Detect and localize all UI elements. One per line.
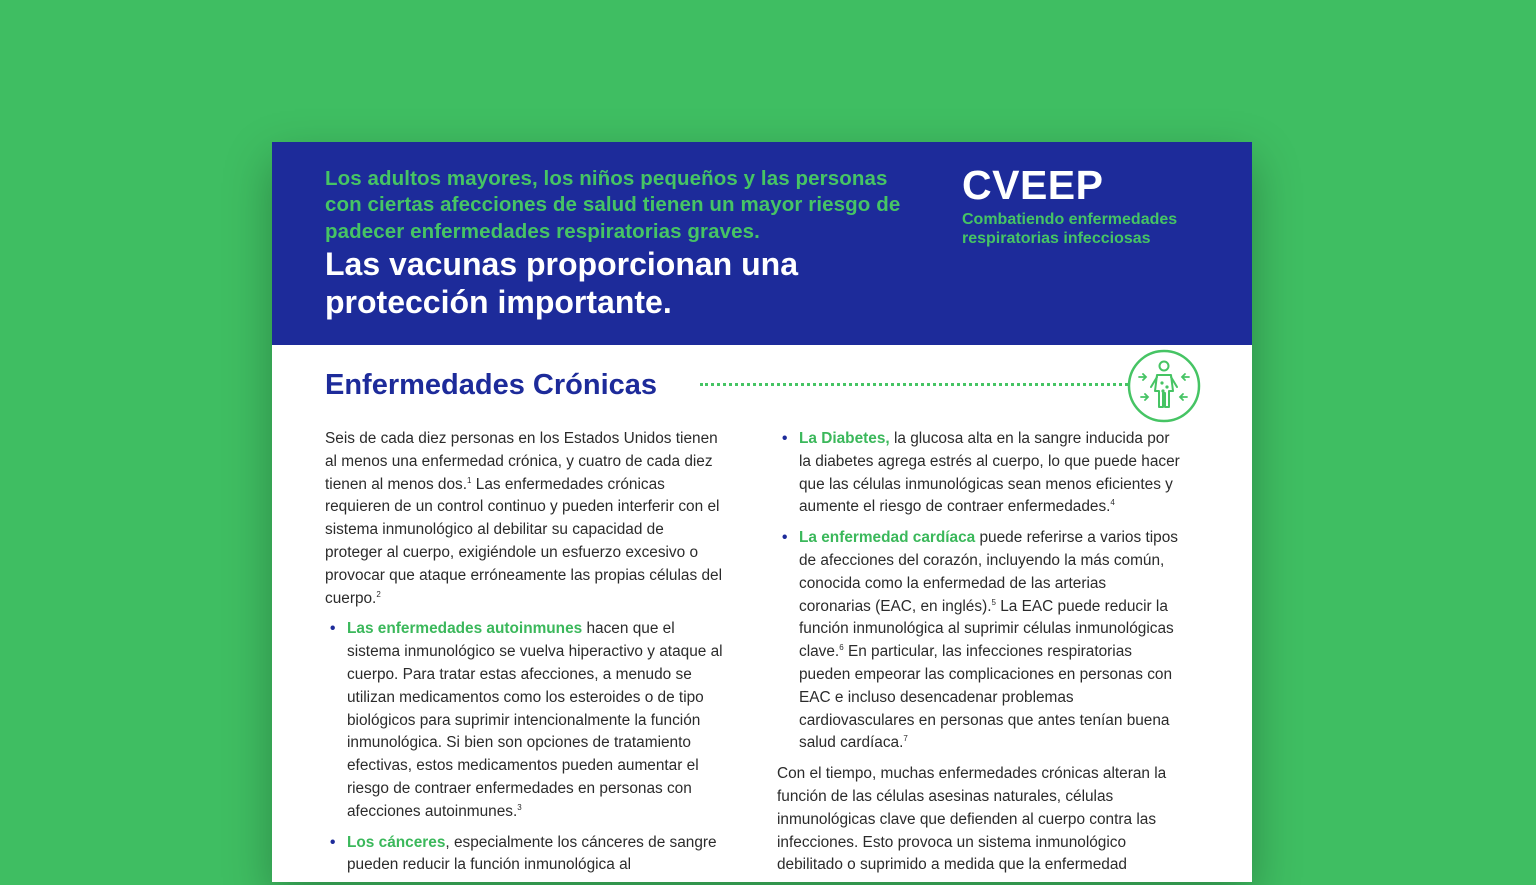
bullet-text: puede referirse a varios tipos de afecciones del corazón, incluyendo la más común, conocida como la enfermedad de las arterias coronarias (EAC, en inglés).: [799, 529, 1178, 615]
bullet-text: La EAC puede reducir la función inmunológica al suprimir células inmunológicas clave.: [799, 597, 1174, 661]
left-bullet-list: [325, 618, 725, 877]
bullet-text: hacen que el sistema inmunológico se vuelva hiperactivo y ataque al cuerpo. Para tratar estas afecciones, a menudo se utilizan medicamentos como los esteroides o de tipo biológicos para suprimir intencionalmente la función inmunológica. Si bien son opciones de tratamiento efectivas, estos medicamentos pueden aumentar el riesgo de contraer enfermedades en personas con afecciones autoinmunes.: [347, 620, 723, 820]
header-headline: Las vacunas proporcionan una protección importante.: [325, 246, 798, 320]
header-banner: [272, 142, 1252, 345]
bullet-term: Los cánceres: [347, 833, 446, 851]
right-bullet-list: [777, 428, 1182, 755]
intro-text-b: Las enfermedades crónicas requieren de un control continuo y pueden interferir con el sistema inmunológico al debilitar su capacidad de proteger al cuerpo, exigiéndole un esfuerzo excesivo o provocar que ataque erróneamente las propias células del cuerpo.: [325, 475, 722, 607]
list-item: [777, 527, 1182, 755]
bullet-text: , especialmente los cánceres de sangre pueden reducir la función inmunológica al: [347, 833, 717, 874]
bullet-text: En particular, las infecciones respiratorias pueden empeorar las complicaciones en personas con EAC e incluso desencadenar problemas cardiovasculares en personas que antes tenían buena salud cardíaca.: [799, 643, 1173, 752]
intro-paragraph: [325, 428, 725, 610]
list-item: [325, 832, 725, 878]
list-item: [325, 618, 725, 823]
footnote-ref: 5: [991, 597, 996, 607]
right-column: [777, 428, 1182, 885]
footnote-ref: 6: [839, 643, 844, 653]
bullet-text: la glucosa alta en la sangre inducida por la diabetes agrega estrés al cuerpo, lo que puede hacer que las células inmunológicas sean menos eficientes y aumente el riesgo de contraer enfermedades.: [799, 430, 1180, 516]
brand-logo: [962, 162, 1222, 248]
dotted-divider: [700, 383, 1128, 386]
footnote-ref: 1: [467, 475, 472, 485]
bullet-term: La enfermedad cardíaca: [799, 529, 976, 547]
section-title: Enfermedades Crónicas: [325, 369, 658, 401]
footnote-ref: 7: [903, 734, 908, 744]
header-intro: Los adultos mayores, los niños pequeños y las personas con ciertas afecciones de salud tienen un mayor riesgo de padecer enfermedades respiratorias graves.: [325, 167, 901, 243]
brand-name: CVEEP: [962, 162, 1104, 208]
footnote-ref: 4: [1110, 498, 1115, 508]
brand-tagline: Combatiendo enfermedades respiratorias infecciosas: [962, 211, 1178, 247]
human-figure-icon: [1127, 349, 1201, 423]
footnote-ref: 3: [517, 802, 522, 812]
bullet-term: Las enfermedades autoinmunes: [347, 620, 583, 638]
bullet-term: La Diabetes,: [799, 430, 890, 447]
list-item: [777, 428, 1182, 519]
outro-paragraph: Con el tiempo, muchas enfermedades crónicas alteran la función de las células asesinas naturales, células inmunológicas clave que defienden al cuerpo contra las infecciones. Esto provoca un sistema inmunológico debilitado o suprimido a medida que la enfermedad: [777, 765, 1167, 874]
document-page: [272, 142, 1252, 882]
footnote-ref: 2: [376, 589, 381, 599]
left-column: [325, 428, 725, 885]
intro-text-a: Seis de cada diez personas en los Estados Unidos tienen al menos una enfermedad crónica, y cuatro de cada diez tienen al menos dos.: [325, 430, 718, 493]
